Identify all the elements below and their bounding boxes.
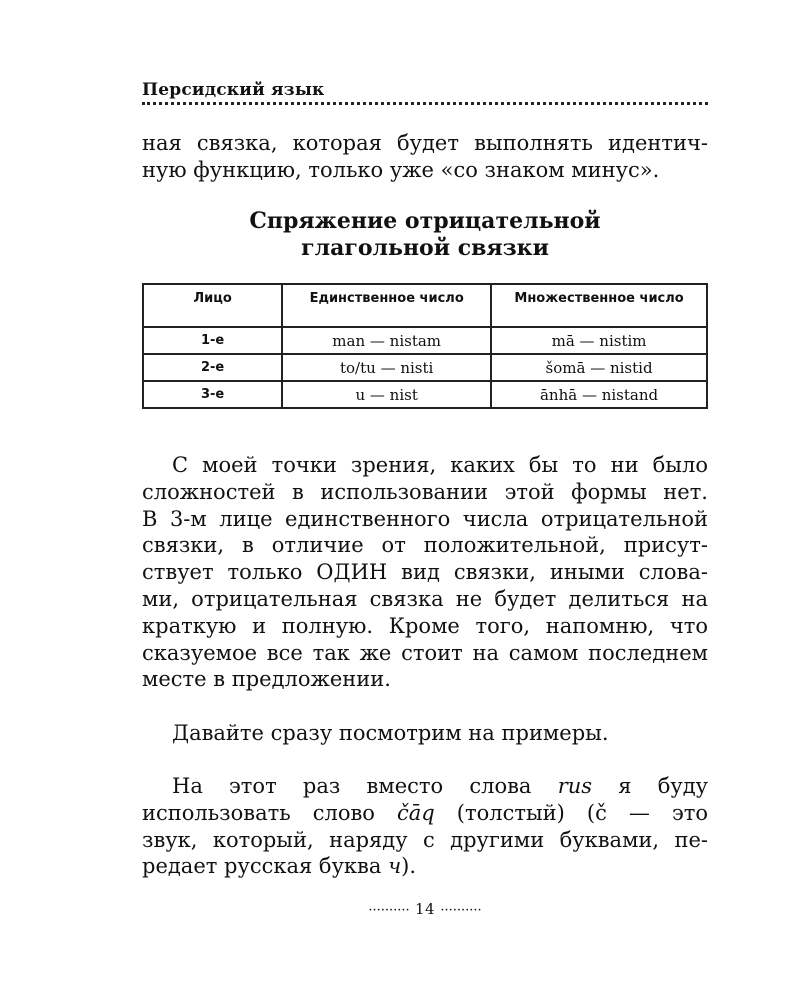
text-line: сказуемое все так же стоит на самом последнем (142, 640, 708, 665)
cell-singular: u — nist (282, 381, 491, 408)
running-header: Персидский язык (142, 80, 325, 100)
column-header-plural: Множественное число (491, 284, 707, 327)
cell-person: 1-е (143, 327, 282, 354)
column-header-singular: Единственное число (282, 284, 491, 327)
text-fragment: ). (401, 854, 417, 879)
opinion-paragraph (142, 452, 708, 693)
cell-plural: ānhā — nistand (491, 381, 707, 408)
conjugation-table (142, 283, 708, 409)
table-row (143, 381, 707, 408)
table-title-line: Спряжение отрицательной (249, 208, 601, 234)
table-header-row (143, 284, 707, 327)
text-line: С моей точки зрения, каких бы то ни было (172, 453, 708, 477)
page-number: 14 (414, 900, 436, 918)
words-paragraph (142, 773, 708, 880)
footer-dots-right: ·········· (440, 903, 482, 918)
cell-plural: mā — nistim (491, 327, 707, 354)
cell-plural: šomā — nistid (491, 354, 707, 381)
text-line: ная связка, которая будет выполнять идентич- (142, 131, 708, 155)
text-fragment: На этот раз вместо слова (172, 774, 558, 798)
text-line: связки, в отличие от положительной, присут- (142, 533, 708, 558)
text-line (142, 853, 708, 880)
text-line: В 3-м лице единственного числа отрицательной (142, 506, 708, 531)
cell-singular: man — nistam (282, 327, 491, 354)
cyrillic-letter: ч (388, 854, 402, 879)
table-row (143, 354, 707, 381)
text-fragment: использовать слово (142, 800, 397, 825)
text-line: ствует только ОДИН вид связки, иными слова- (142, 560, 708, 585)
text-line: сложностей в использовании этой формы нет. (142, 479, 708, 504)
column-header-person: Лицо (143, 284, 282, 327)
text-line: ную функцию, только уже «со знаком минус». (142, 157, 660, 182)
cell-singular: to/tu — nisti (282, 354, 491, 381)
cell-person: 3-е (143, 381, 282, 408)
text-line: звук, который, наряду с другими буквами, пе- (142, 827, 708, 852)
table-title-line: глагольной связки (301, 235, 549, 261)
examples-paragraph (142, 720, 708, 747)
latin-word: rus (557, 774, 593, 798)
header-dotted-rule (142, 102, 708, 105)
text-fragment: я буду (592, 774, 708, 798)
page-footer (142, 900, 708, 918)
intro-paragraph (142, 130, 708, 184)
table-row (143, 327, 707, 354)
latin-word: čāq (396, 800, 435, 825)
text-line: месте в предложении. (142, 667, 391, 692)
footer-dots-left: ·········· (368, 903, 410, 918)
text-line (142, 800, 708, 827)
table-title (142, 208, 708, 262)
text-line: ми, отрицательная связка не будет делиться на (142, 586, 708, 611)
text-line: краткую и полную. Кроме того, напомню, что (142, 613, 708, 638)
cell-person: 2-е (143, 354, 282, 381)
text-fragment: (толстый) (č — это (434, 800, 708, 825)
text-line (142, 773, 708, 800)
text-fragment: редает русская буква (142, 854, 389, 879)
text-line: Давайте сразу посмотрим на примеры. (172, 721, 609, 745)
